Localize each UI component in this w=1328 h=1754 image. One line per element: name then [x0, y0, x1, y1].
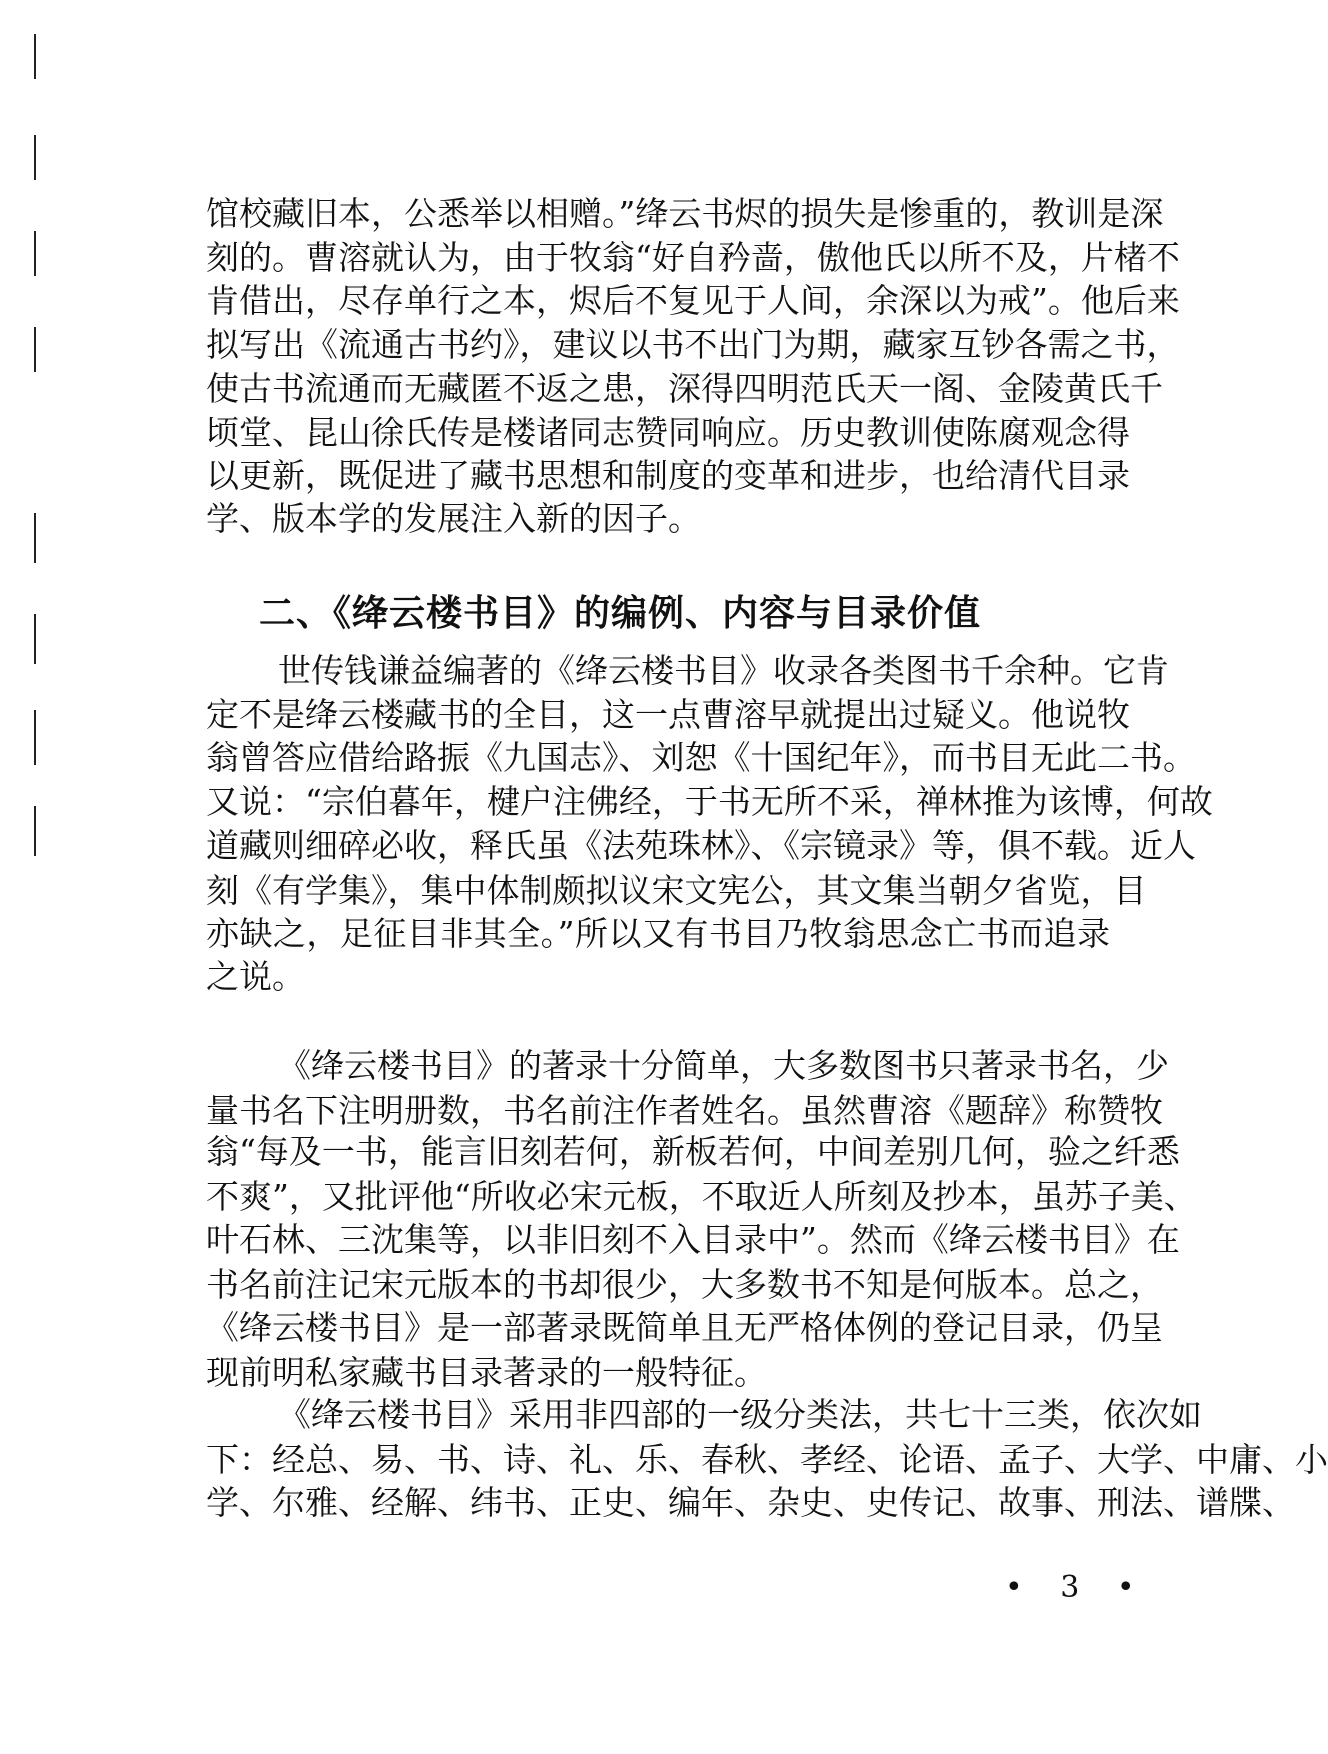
text-line: 刻的。曹溶就认为，由于牧翁“好自矜啬，傲他氏以所不及，片楮不	[206, 238, 1180, 277]
text-line: 亦缺之，足征目非其全。”所以又有书目乃牧翁思念亡书而追录	[206, 914, 1110, 953]
text-line: 定不是绛云楼藏书的全目，这一点曹溶早就提出过疑义。他说牧	[206, 695, 1130, 734]
text-line: 学、版本学的发展注入新的因子。	[206, 499, 701, 538]
text-line: 翁“每及一书，能言旧刻若何，新板若何，中间差别几何，验之纤悉	[206, 1132, 1180, 1171]
scan-mark	[34, 135, 36, 180]
text-line: 量书名下注明册数，书名前注作者姓名。虽然曹溶《题辞》称赞牧	[206, 1091, 1163, 1130]
text-line: 学、尔雅、经解、纬书、正史、编年、杂史、史传记、故事、刑法、谱牒、	[206, 1483, 1295, 1522]
text-line: 之说。	[206, 957, 305, 996]
text-line: 拟写出《流通古书约》，建议以书不出门为期，藏家互钞各需之书，	[206, 325, 1180, 364]
scan-mark	[34, 710, 36, 765]
text-line: 不爽”，又批评他“所收必宋元板，不取近人所刻及抄本，虽苏子美、	[206, 1177, 1197, 1216]
text-line: 下：经总、易、书、诗、礼、乐、春秋、孝经、论语、孟子、大学、中庸、小	[206, 1440, 1328, 1479]
scan-mark	[34, 231, 36, 276]
scan-mark	[34, 34, 36, 79]
text-line: 现前明私家藏书目录著录的一般特征。	[206, 1353, 767, 1392]
text-line: 使古书流通而无藏匿不返之患，深得四明范氏天一阁、金陵黄氏千	[206, 369, 1163, 408]
scan-mark	[34, 327, 36, 372]
text-line: 《绛云楼书目》的著录十分简单，大多数图书只著录书名，少	[278, 1046, 1169, 1085]
text-line: 《绛云楼书目》是一部著录既简单且无严格体例的登记目录，仍呈	[206, 1308, 1163, 1347]
text-line: 顷堂、昆山徐氏传是楼诸同志赞同响应。历史教训使陈腐观念得	[206, 413, 1130, 452]
text-line: 馆校藏旧本，公悉举以相赠。”绛云书烬的损失是惨重的，教训是深	[206, 194, 1164, 233]
text-line: 刻《有学集》，集中体制颇拟议宋文宪公，其文集当朝夕省览，目	[206, 871, 1147, 910]
text-line: 叶石林、三沈集等，以非旧刻不入目录中”。然而《绛云楼书目》在	[206, 1220, 1180, 1259]
scan-mark	[34, 806, 36, 856]
text-line: 翁曾答应借给路振《九国志》、刘恕《十国纪年》，而书目无此二书。	[206, 738, 1196, 777]
section-heading: 二、《绛云楼书目》的编例、内容与目录价值	[258, 593, 981, 634]
text-line: 世传钱谦益编著的《绛云楼书目》收录各类图书千余种。它肯	[278, 651, 1169, 690]
text-line: 以更新，既促进了藏书思想和制度的变革和进步，也给清代目录	[206, 456, 1130, 495]
scan-mark	[34, 513, 36, 563]
text-line: 肯借出，尽存单行之本，烬后不复见于人间，余深以为戒”。他后来	[206, 281, 1180, 320]
text-line: 书名前注记宋元版本的书却很少，大多数书不知是何版本。总之，	[206, 1265, 1163, 1304]
text-line: 又说：“宗伯暮年，楗户注佛经，于书无所不采，禅林推为该博，何故	[206, 782, 1213, 821]
page-number: • 3 •	[1005, 1570, 1149, 1605]
text-line: 道藏则细碎必收，释氏虽《法苑珠林》、《宗镜录》等，俱不载。近人	[206, 826, 1196, 865]
text-line: 《绛云楼书目》采用非四部的一级分类法，共七十三类，依次如	[278, 1395, 1202, 1434]
